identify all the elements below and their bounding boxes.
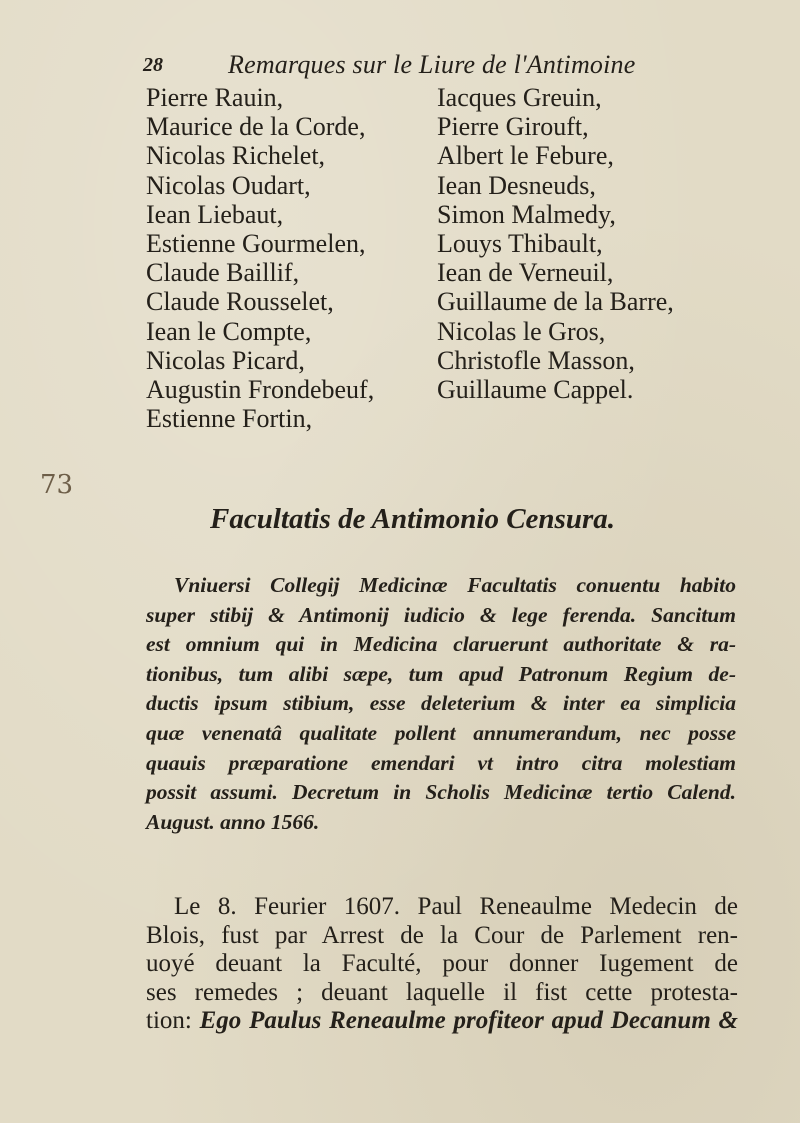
names-column-left [146,83,374,433]
text-line: ductis ipsum stibium, esse deleterium & inter ea simplicia [146,691,736,716]
name-entry: Estienne Fortin, [146,404,313,434]
name-entry: Iean Liebaut, [146,199,284,229]
running-head: Remarques sur le Liure de l'Antimoine [228,50,636,79]
name-entry: Pierre Girouft, [437,112,589,142]
names-column-right [437,83,674,404]
name-entry: Nicolas Richelet, [146,141,326,171]
name-entry: Iacques Greuin, [437,83,602,112]
text-line: est omnium qui in Medicina claruerunt authoritate & ra- [146,632,736,657]
name-entry: Iean de Verneuil, [437,258,614,288]
name-entry: Nicolas le Gros, [437,316,606,346]
french-paragraph [146,893,738,1036]
name-entry: Nicolas Picard, [146,345,305,375]
text-line: ses remedes ; deuant laquelle il fist cette protesta- [146,978,738,1006]
text-line: Blois, fust par Arrest de la Cour de Parlement ren- [146,921,738,949]
page-header [0,46,800,86]
name-entry: Louys Thibault, [437,229,603,259]
name-entry: Albert le Febure, [437,141,614,171]
name-entry: Claude Baillif, [146,258,300,288]
text-italic: Ego Paulus Reneaulme profiteor apud Decanum & [199,1007,738,1035]
text-line: possit assumi. Decretum in Scholis Medicinæ tertio Calend. [146,780,736,805]
name-entry: Nicolas Oudart, [146,170,311,200]
text-line: quauis præparatione emendari vt intro citra molestiam [146,750,736,775]
name-entry: Claude Rousselet, [146,287,334,317]
name-entry: Iean Desneuds, [437,170,596,200]
name-entry: Maurice de la Corde, [146,112,366,142]
text-line: Vniuersi Collegij Medicinæ Facultatis conuentu habito [174,573,736,597]
name-entry: Simon Malmedy, [437,199,616,229]
name-entry: Augustin Frondebeuf, [146,375,375,405]
text-line [146,1007,738,1036]
name-entry: Pierre Rauin, [146,83,284,112]
name-entry: Iean le Compte, [146,316,312,346]
text-line: quæ venenatâ qualitate pollent annumerandum, nec posse [146,720,736,745]
text-line: uoyé deuant la Faculté, pour donner Iugement de [146,950,738,978]
text-line: Le 8. Feurier 1607. Paul Reneaulme Medecin de [174,893,738,920]
name-entry: Christofle Masson, [437,345,635,375]
text-line: tionibus, tum alibi sæpe, tum apud Patronum Regium de- [146,661,736,686]
censure-heading: Facultatis de Antimonio Censura. [209,503,616,535]
name-entry: Guillaume Cappel. [437,375,634,405]
name-entry: Guillaume de la Barre, [437,287,674,317]
text-roman: tion: [146,1007,200,1035]
name-entry: Estienne Gourmelen, [146,229,366,259]
text-line: super stibij & Antimonij iudicio & lege ferenda. Sancitum [146,602,736,627]
page-number: 28 [143,54,163,76]
censure-text [146,571,736,837]
margin-handwritten-note: 73 [40,470,74,500]
text-line: August. anno 1566. [146,809,320,834]
